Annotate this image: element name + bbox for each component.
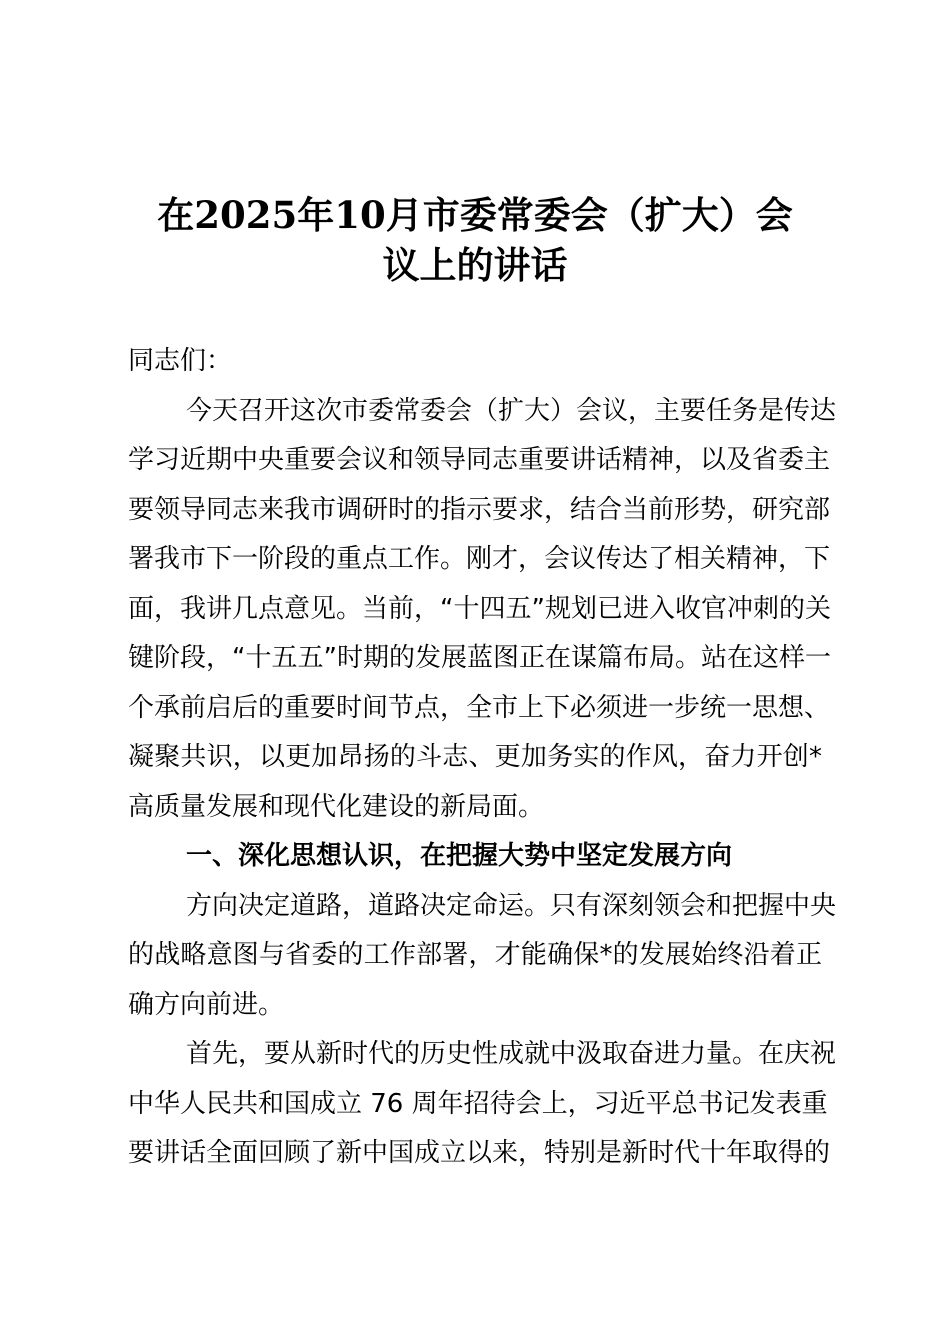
paragraph-line: 要讲话全面回顾了新中国成立以来，特别是新时代十年取得的 xyxy=(128,1138,831,1168)
paragraph-line: 键阶段，“十五五”时期的发展蓝图正在谋篇布局。站在这样一 xyxy=(128,643,831,673)
document-title-line-2: 议上的讲话 xyxy=(382,243,568,287)
paragraph-line: 确方向前进。 xyxy=(128,989,285,1020)
paragraph-line: 首先，要从新时代的历史性成就中汲取奋进力量。在庆祝 xyxy=(186,1039,837,1069)
salutation: 同志们： xyxy=(128,346,233,376)
document-title-line-1: 在2025年10月市委常委会（扩大）会 xyxy=(157,193,793,237)
paragraph-line: 方向决定道路，道路决定命运。只有深刻领会和把握中央 xyxy=(186,890,837,921)
paragraph-line: 面，我讲几点意见。当前，“十四五”规划已进入收官冲刺的关 xyxy=(128,593,831,624)
paragraph-line: 今天召开这次市委常委会（扩大）会议，主要任务是传达 xyxy=(186,395,837,426)
paragraph-line: 署我市下一阶段的重点工作。刚才，会议传达了相关精神，下 xyxy=(128,544,831,574)
paragraph-line: 中华人民共和国成立 76 周年招待会上，习近平总书记发表重 xyxy=(128,1088,828,1119)
paragraph-line: 个承前启后的重要时间节点，全市上下必须进一步统一思想、 xyxy=(128,692,831,723)
section-heading: 一、深化思想认识，在把握大势中坚定发展方向 xyxy=(186,841,733,871)
paragraph-line: 的战略意图与省委的工作部署，才能确保*的发展始终沿着正 xyxy=(128,940,822,970)
document-body xyxy=(128,337,837,1179)
paragraph-line: 凝聚共识，以更加昂扬的斗志、更加务实的作风，奋力开创* xyxy=(128,742,822,772)
paragraph-line: 学习近期中央重要会议和领导同志重要讲话精神，以及省委主 xyxy=(128,445,831,475)
paragraph-line: 高质量发展和现代化建设的新局面。 xyxy=(128,791,545,822)
paragraph-line: 要领导同志来我市调研时的指示要求，结合当前形势，研究部 xyxy=(128,494,831,525)
